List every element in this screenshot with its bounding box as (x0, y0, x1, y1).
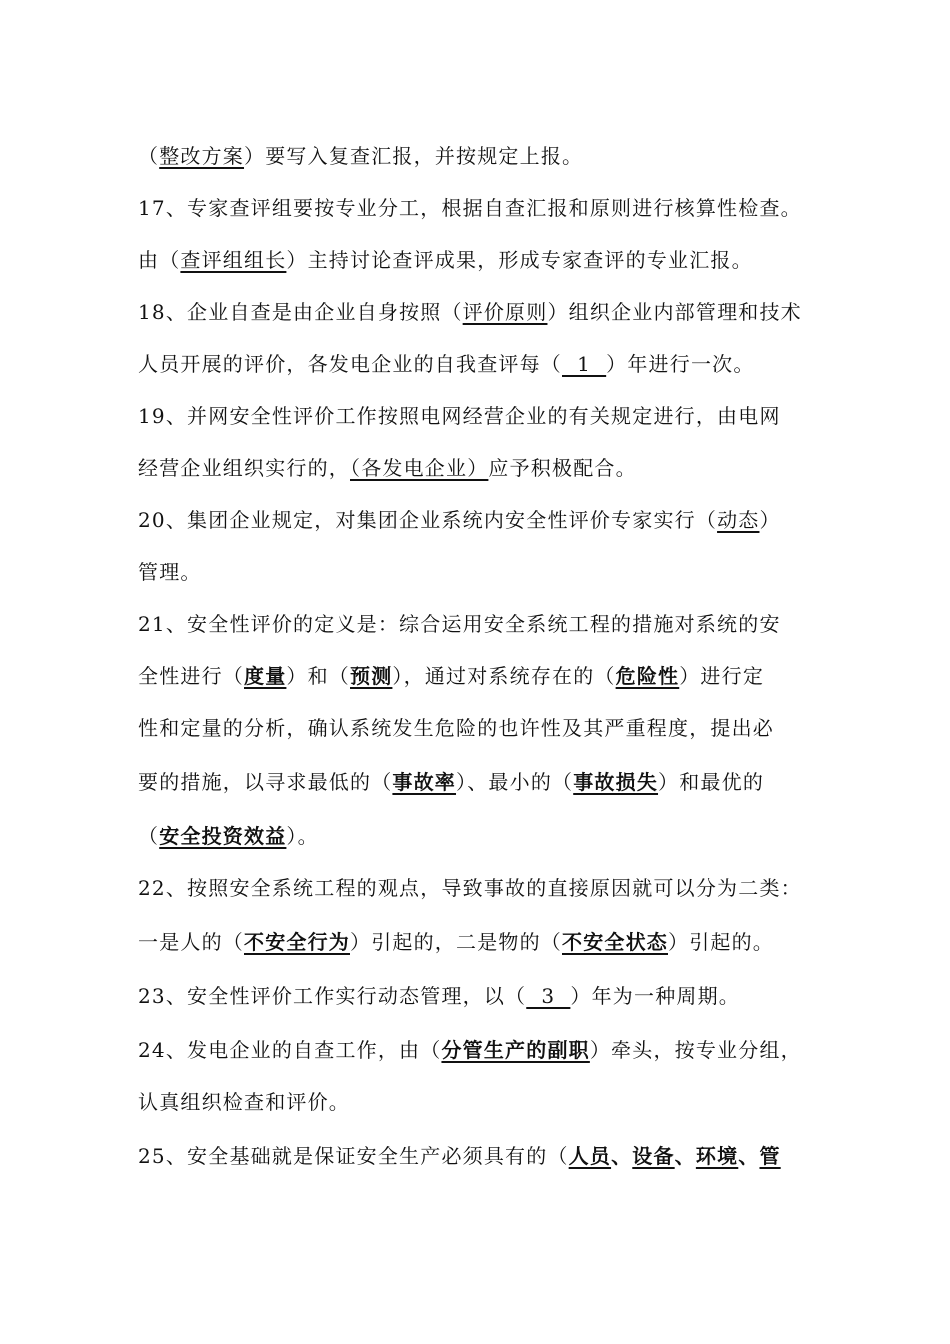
text-line-19 (138, 1082, 838, 1122)
answer-text: 整改方案 (159, 144, 245, 168)
text-segment: 管理。 (138, 560, 202, 584)
text-line-6 (138, 396, 838, 436)
text-segment: ）组织企业内部管理和技术 (547, 300, 802, 324)
answer-text: 设备 (632, 1144, 675, 1168)
answer-text: 事故损失 (573, 770, 659, 794)
text-line-12 (138, 708, 838, 748)
answer-text: 查评组组长 (180, 248, 287, 272)
text-line-20 (138, 1136, 838, 1176)
answer-text: 人员 (568, 1144, 612, 1168)
text-segment: ） (759, 508, 781, 532)
text-line-11 (138, 656, 838, 696)
text-line-17 (138, 976, 838, 1016)
text-line-10 (138, 604, 838, 644)
text-segment: 应予积极配合。 (488, 456, 637, 480)
text-segment: ）。 (286, 824, 319, 848)
answer-text: 危险性 (615, 664, 680, 688)
answer-text: 1 (562, 352, 607, 376)
text-segment: ）要写入复查汇报，并按规定上报。 (244, 144, 584, 168)
text-segment: 23、安全性评价工作实行动态管理，以（ (138, 984, 527, 1008)
text-line-9 (138, 552, 838, 592)
text-segment: 24、发电企业的自查工作，由（ (138, 1038, 442, 1062)
text-line-5 (138, 344, 838, 384)
text-segment: 要的措施，以寻求最低的（ (138, 770, 393, 794)
answer-text: 分管生产的副职 (441, 1038, 590, 1062)
text-line-16 (138, 922, 838, 962)
answer-text: 不安全行为 (244, 930, 350, 954)
answer-text: 不安全状态 (562, 930, 668, 954)
text-segment: 、 (611, 1144, 633, 1168)
answer-text: 动态 (717, 508, 760, 532)
text-segment: ）主持讨论查评成果，形成专家查评的专业汇报。 (286, 248, 753, 272)
text-segment: 认真组织检查和评价。 (138, 1090, 350, 1114)
text-segment: ）和（ (286, 664, 351, 688)
text-segment: 22、按照安全系统工程的观点，导致事故的直接原因就可以分为二类： (138, 876, 802, 900)
text-segment: ）年进行一次。 (606, 352, 755, 376)
text-segment: 、 (674, 1144, 696, 1168)
answer-text: 管 (759, 1144, 781, 1168)
text-line-18 (138, 1030, 838, 1070)
text-line-13 (138, 762, 838, 802)
text-line-1 (138, 136, 838, 176)
answer-text: 环境 (695, 1144, 739, 1168)
text-segment: 20、集团企业规定，对集团企业系统内安全性评价专家实行（ (138, 508, 718, 532)
answer-text: 评价原则 (462, 300, 548, 324)
text-line-8 (138, 500, 838, 540)
text-segment: ）进行定 (679, 664, 765, 688)
text-segment: 、 (738, 1144, 760, 1168)
text-segment: 人员开展的评价，各发电企业的自我查评每（ (138, 352, 562, 376)
text-segment: （ (138, 824, 160, 848)
text-segment: 全性进行（ (138, 664, 244, 688)
text-segment: （ (138, 144, 160, 168)
text-segment: 经营企业组织实行的， (138, 456, 350, 480)
text-segment: 18、企业自查是由企业自身按照（ (138, 300, 463, 324)
answer-text: 预测 (350, 664, 393, 688)
text-line-2 (138, 188, 838, 228)
answer-text: （各发电企业） (350, 456, 489, 480)
text-segment: 21、安全性评价的定义是：综合运用安全系统工程的措施对系统的安 (138, 612, 781, 636)
text-line-4 (138, 292, 838, 332)
text-segment: ）引起的，二是物的（ (350, 930, 562, 954)
text-line-3 (138, 240, 838, 280)
text-segment: ）、最小的（ (456, 770, 574, 794)
text-line-14 (138, 816, 838, 856)
answer-text: 3 (526, 984, 571, 1008)
text-segment: 17、专家查评组要按专业分工，根据自查汇报和原则进行核算性检查。 (138, 196, 802, 220)
text-segment: ）引起的。 (668, 930, 774, 954)
text-segment: ），通过对系统存在的（ (392, 664, 616, 688)
text-line-15 (138, 868, 838, 908)
answer-text: 度量 (244, 664, 287, 688)
text-segment: ）年为一种周期。 (570, 984, 741, 1008)
text-segment: ）和最优的 (658, 770, 765, 794)
answer-text: 安全投资效益 (159, 824, 287, 848)
text-segment: 25、安全基础就是保证安全生产必须具有的（ (138, 1144, 569, 1168)
text-segment: 19、并网安全性评价工作按照电网经营企业的有关规定进行，由电网 (138, 404, 781, 428)
text-segment: 由（ (138, 248, 181, 272)
text-segment: 性和定量的分析，确认系统发生危险的也许性及其严重程度，提出必 (138, 716, 774, 740)
text-line-7 (138, 448, 838, 488)
text-segment: 一是人的（ (138, 930, 244, 954)
answer-text: 事故率 (392, 770, 457, 794)
text-segment: ）牵头，按专业分组， (589, 1038, 802, 1062)
